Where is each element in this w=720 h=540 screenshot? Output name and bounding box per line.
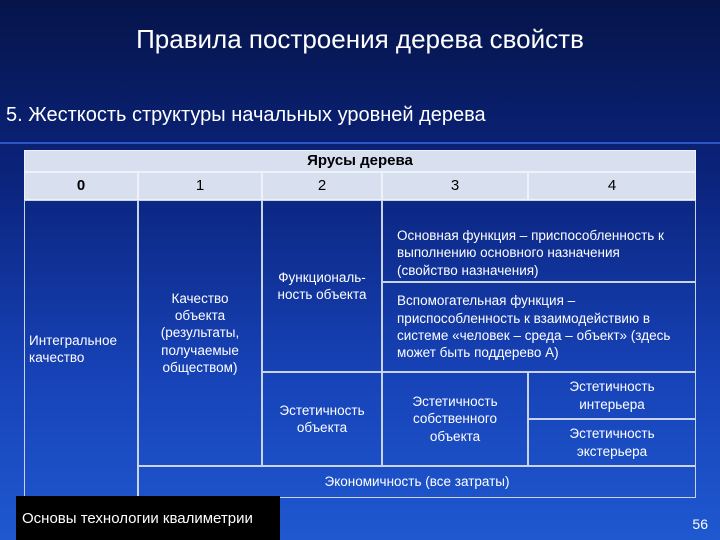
- tier-header-1: 1: [138, 172, 262, 200]
- tier-header-2: 2: [262, 172, 382, 200]
- tier-header-0: 0: [24, 172, 138, 200]
- divider: [0, 142, 720, 144]
- tier0-integral-quality: Интегральное качество: [24, 200, 138, 498]
- tier1-object-quality: Качество объекта (результаты, получаемые обществом): [138, 200, 262, 466]
- tier3-own-object-aesthetics: Эстетичность собственного объекта: [382, 372, 528, 466]
- tier-header-3: 3: [382, 172, 528, 200]
- tier3-main-function: Основная функция – приспособленность к выполнению основного назначения (свойство назначения): [382, 200, 696, 282]
- course-name: Основы технологии квалиметрии: [16, 496, 280, 540]
- economy-row: Экономичность (все затраты): [138, 466, 696, 498]
- tier3-aux-function: Вспомогательная функция – приспособленность к взаимодействию в системе «человек – среда – объект» (здесь может быть поддерево А): [382, 282, 696, 372]
- tier4-interior-aesthetics: Эстетичность интерьера: [528, 372, 696, 419]
- tier2-aesthetics: Эстетичность объекта: [262, 372, 382, 466]
- tier-header-4: 4: [528, 172, 696, 200]
- slide-title: Правила построения дерева свойств: [136, 24, 584, 54]
- tier4-exterior-aesthetics: Эстетичность экстерьера: [528, 419, 696, 466]
- page-number: 56: [692, 516, 708, 532]
- table-header-title: Ярусы дерева: [24, 150, 696, 172]
- slide-subtitle: 5. Жесткость структуры начальных уровней дерева: [6, 104, 486, 126]
- tier2-functionality: Функциональ- ность объекта: [262, 200, 382, 372]
